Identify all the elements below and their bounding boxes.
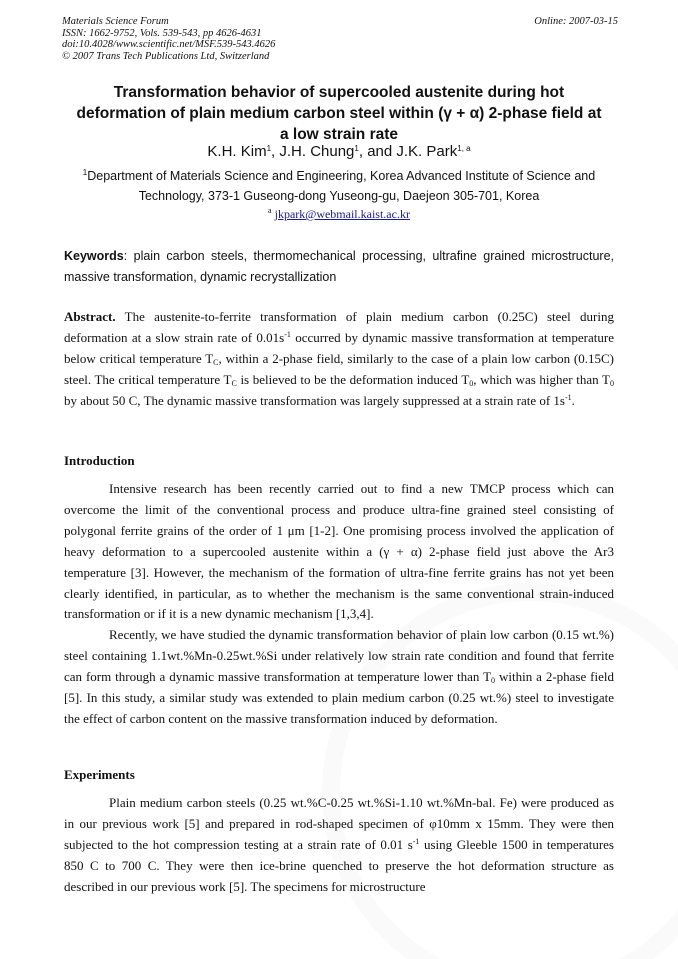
abstract-text: . — [571, 392, 575, 408]
keywords-label: Keywords — [64, 249, 124, 263]
abstract-text: , within a 2-phase field, similarly to the case of a plain low carbon (0.15C) steel. The critical temperature T — [64, 350, 614, 387]
exp-text: using Gleeble 1500 in temperatures 850 C to 700 C. They were then ice-brine quenched to preserve the hot deformation structure as described in our previous work [5]. The specimens for microstructure — [64, 836, 614, 894]
experiments-paragraph-1 — [64, 793, 614, 898]
affiliation-line-2: Technology, 373-1 Guseong-dong Yuseong-gu, Daejeon 305-701, Korea — [138, 189, 540, 203]
introduction-paragraph-1: Intensive research has been recently carried out to find a new TMCP process which can overcome the limit of the conventional process and produce ultra-fine grained steel consisting of polygonal ferrite grains of the order of 1 μm [1-2]. One promising process involved the application of heavy deformation to a supercooled austenite within a (γ + α) 2-phase field just above the Ar3 temperature [3]. However, the mechanism of the formation of ultra-fine ferrite grains has not yet been clearly identified, in particular, as to whether the mechanism is the same conventional strain-induced transformation or if it is a new dynamic mechanism [1,3,4]. — [64, 481, 614, 622]
experiments-body — [64, 793, 614, 898]
keywords-block — [64, 246, 614, 288]
doi-line: doi:10.4028/www.scientific.net/MSF.539-543.4626 — [62, 39, 276, 50]
email-link[interactable]: jkpark@webmail.kaist.ac.kr — [274, 207, 410, 221]
online-date: Online: 2007-03-15 — [534, 16, 618, 27]
abstract-label: Abstract. — [64, 309, 116, 324]
title-line-3: a low strain rate — [279, 126, 398, 143]
section-heading-experiments: Experiments — [64, 767, 135, 782]
author-affil-mark: 1 — [354, 144, 359, 153]
paper-title — [50, 82, 628, 145]
keywords-line-1 — [64, 246, 614, 267]
email-line — [50, 207, 628, 222]
affiliation — [70, 166, 608, 206]
intro-text: Recently, we have studied the dynamic transformation behavior of plain low carbon (0.15 wt.%) steel containing 1.1wt.%Mn-0.25wt.%Si under relatively low strain rate condition and found that ferrite can form through a dynamic massive transformation at temperature lower than T — [64, 627, 614, 685]
abstract-text: occurred by dynamic massive transformation at temperature below critical temperature T — [64, 329, 614, 366]
exp-text: Plain medium carbon steels (0.25 wt.%C-0.25 wt.%Si-1.10 wt.%Mn-bal. Fe) were produced as in our previous work [5] and prepared in rod-shaped specimen of φ10mm x 15mm. They were then subjected to the hot compression testing at a strain rate of 0.01 s — [64, 795, 614, 852]
journal-header — [62, 16, 618, 62]
abstract-paragraph — [64, 307, 614, 412]
abstract-text: , which was higher than T — [473, 371, 610, 387]
author-name: K.H. Kim — [207, 143, 267, 160]
affiliation-line-1: Department of Materials Science and Engineering, Korea Advanced Institute of Science and — [87, 169, 596, 183]
author-affil-mark: 1 — [266, 144, 272, 153]
abstract-sup: -1 — [564, 392, 572, 402]
author-name: , J.H. Chung — [271, 143, 355, 160]
affiliation-mark: 1 — [82, 168, 88, 177]
abstract-sub: C — [213, 357, 219, 367]
abstract — [64, 307, 614, 412]
author-name: , and J.K. Park — [358, 143, 458, 160]
title-line-1: Transformation behavior of supercooled austenite during hot — [113, 84, 565, 101]
abstract-sub: C — [231, 378, 237, 388]
abstract-text: by about 50 C, The dynamic massive transformation was largely suppressed at a strain rate of 1s — [64, 392, 565, 408]
introduction-body — [64, 479, 614, 730]
abstract-sub: 0 — [609, 378, 614, 388]
exp-sup: -1 — [412, 836, 420, 846]
introduction-paragraph-2 — [64, 625, 614, 730]
keywords-text-1: : plain carbon steels, thermomechanical processing, ultrafine grained microstructure, — [123, 249, 614, 263]
abstract-sub: 0 — [469, 378, 474, 388]
email-mark: a — [268, 206, 272, 215]
abstract-sup: -1 — [284, 329, 291, 339]
journal-name: Materials Science Forum — [62, 16, 169, 27]
keywords-line-2: massive transformation, dynamic recrystallization — [64, 270, 337, 284]
copyright-line: © 2007 Trans Tech Publications Ltd, Switzerland — [62, 50, 270, 62]
intro-text: within a 2-phase field [5]. In this study, a similar study was extended to plain medium carbon (0.25 wt.%) steel to investigate the effect of carbon content on the massive transformation induced by deformation. — [64, 669, 614, 726]
title-line-2: deformation of plain medium carbon steel within (γ + α) 2-phase field at — [76, 105, 602, 122]
intro-sub: 0 — [491, 676, 496, 686]
author-list — [50, 143, 628, 161]
section-heading-introduction: Introduction — [64, 453, 135, 468]
abstract-text: is believed to be the deformation induced T — [236, 371, 470, 387]
issn-line: ISSN: 1662-9752, Vols. 539-543, pp 4626-4631 — [62, 27, 262, 39]
author-affil-mark: 1, a — [457, 144, 471, 153]
abstract-text: The austenite-to-ferrite transformation of plain medium carbon (0.25C) steel during deformation at a slow strain rate of 0.01s — [64, 309, 614, 345]
